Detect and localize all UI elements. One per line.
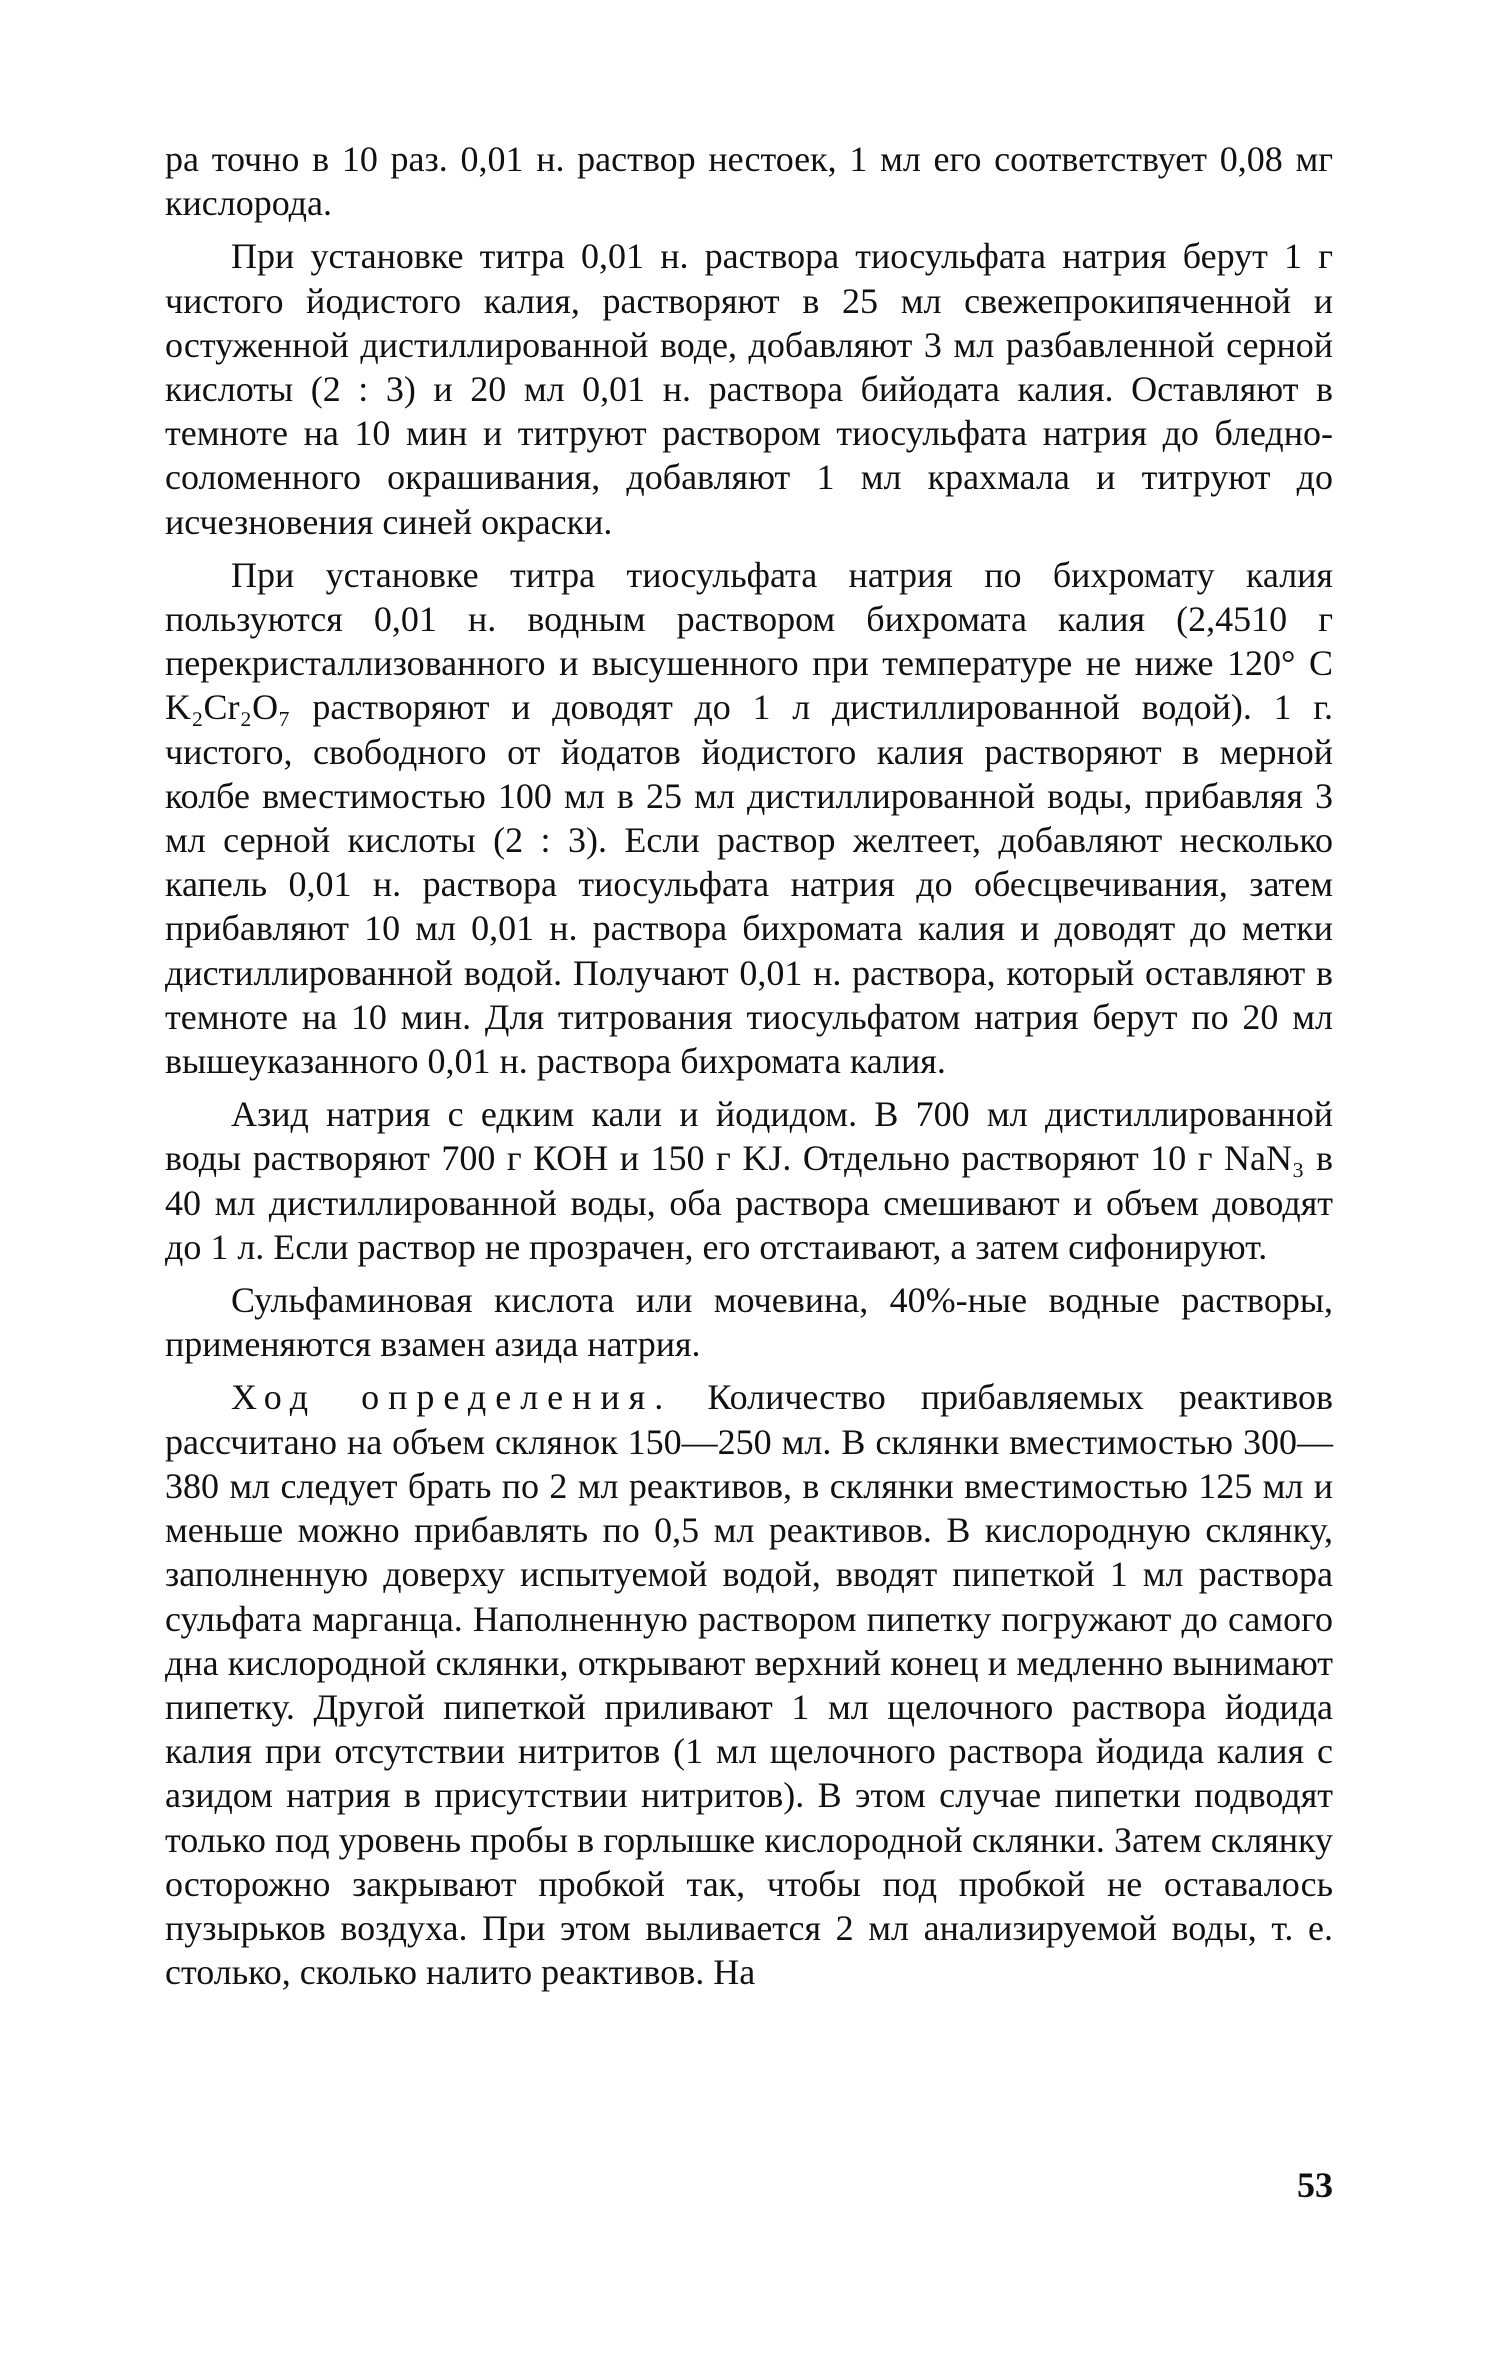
paragraph-thiosulfate-titer: При установке титра 0,01 н. раствора тиосульфата натрия берут 1 г чистого йодистого калия, растворяют в 25 мл свежепрокипяченной и остуженной дистиллированной воде, добавляют 3 мл разбавленной серной кислоты (2 : 3) и 20 мл 0,01 н. раствора бийодата калия. Оставляют в темноте на 10 мин и титруют раствором тиосульфата натрия до бледно-соломенного окрашивания, добавляют 1 мл крахмала и титруют до исчезновения синей окраски.	[165, 236, 1333, 542]
procedure-heading: Ход определения.	[231, 1377, 673, 1418]
body-text	[165, 137, 1333, 2003]
paragraph-continuation: ра точно в 10 раз. 0,01 н. раствор нестоек, 1 мл его соответствует 0,08 мг кислорода.	[165, 139, 1333, 224]
page-number: 53	[1297, 2165, 1333, 2205]
paragraph-sodium-azide: Азид натрия с едким кали и йодидом. В 700 мл дистиллированной воды растворяют 700 г КОН и 150 г KJ. Отдельно растворяют 10 г NaN₃ в 40 мл дистиллированной воды, оба раствора смешивают и объем доводят до 1 л. Если раствор не прозрачен, его отстаивают, а затем сифонируют.	[165, 1094, 1333, 1267]
paragraph-procedure	[165, 1375, 1333, 1994]
procedure-text: Количество прибавляемых реактивов рассчитано на объем склянок 150—250 мл. В склянки вместимостью 300—380 мл следует брать по 2 мл реактивов, в склянки вместимостью 125 мл и меньше можно прибавлять по 0,5 мл реактивов. В кислородную склянку, заполненную доверху испытуемой водой, вводят пипеткой 1 мл раствора сульфата марганца. Наполненную раствором пипетку погружают до самого дна кислородной склянки, открывают верхний конец и медленно вынимают пипетку. Другой пипеткой приливают 1 мл щелочного раствора йодида калия при отсутствии нитритов (1 мл щелочного раствора йодида калия с азидом натрия в присутствии нитритов). В этом случае пипетки подводят только под уровень пробы в горлышке кислородной склянки. Затем склянку осторожно закрывают пробкой так, чтобы под пробкой не оставалось пузырьков воздуха. При этом выливается 2 мл анализируемой воды, т. е. столько, сколько налито реактивов. На	[165, 1377, 1333, 1993]
paragraph-dichromate-titer: При установке титра тиосульфата натрия по бихромату калия пользуются 0,01 н. водным раствором бихромата калия (2,4510 г перекристаллизованного и высушенного при температуре не ниже 120° С K₂Cr₂O₇ растворяют и доводят до 1 л дистиллированной водой). 1 г. чистого, свободного от йодатов йодистого калия растворяют в мерной колбе вместимостью 100 мл в 25 мл дистиллированной воды, прибавляя 3 мл серной кислоты (2 : 3). Если раствор желтеет, добавляют несколько капель 0,01 н. раствора тиосульфата натрия до обесцвечивания, затем прибавляют 10 мл 0,01 н. раствора бихромата калия и доводят до метки дистиллированной водой. Получают 0,01 н. раствора, который оставляют в темноте на 10 мин. Для титрования тиосульфатом натрия берут по 20 мл вышеуказанного 0,01 н. раствора бихромата калия.	[165, 554, 1333, 1082]
paragraph-sulfamic-acid: Сульфаминовая кислота или мочевина, 40%-ные водные растворы, применяются взамен азида натрия.	[165, 1280, 1333, 1365]
